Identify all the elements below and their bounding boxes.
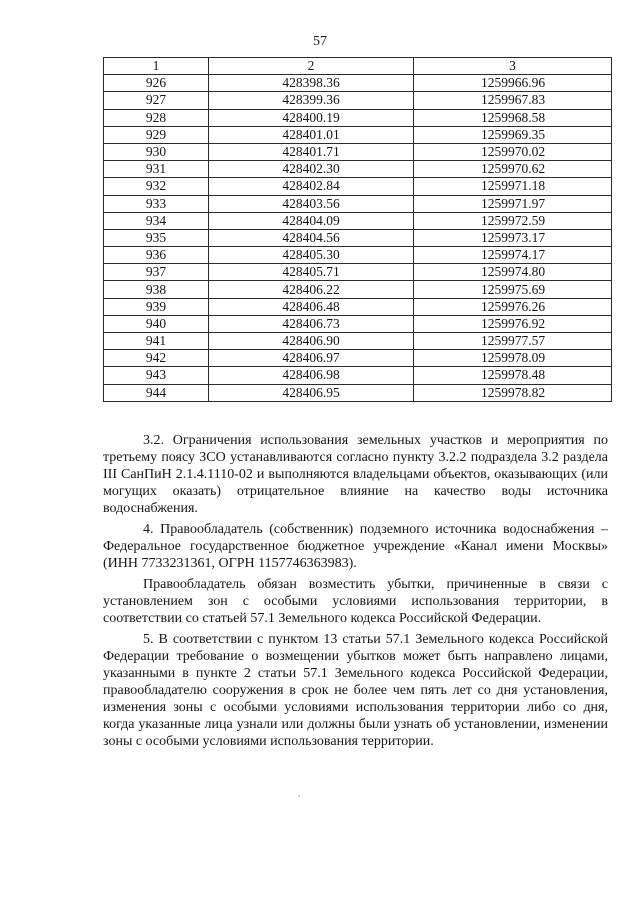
cell-y-coordinate: 1259976.26	[414, 298, 612, 315]
cell-point-number: 940	[104, 315, 209, 332]
cell-x-coordinate: 428401.71	[209, 143, 414, 160]
table-row	[104, 281, 612, 298]
cell-point-number: 929	[104, 126, 209, 143]
cell-point-number: 938	[104, 281, 209, 298]
table-row	[104, 212, 612, 229]
paragraph-5: 5. В соответствии с пунктом 13 статьи 57.1 Земельного кодекса Российской Федерации требование о возмещении убытков может быть направлено лицами, указанными в пункте 2 статьи 57.1 Земельного кодекса Российской Федерации, правообладателю сооружения в срок не более чем пять лет со дня установления, изменения зоны с особыми условиями использования территории либо со дня, когда указанные лица узнали или должны были узнать об установлении, изменении зоны с особыми условиями использования территории.	[103, 632, 608, 749]
cell-point-number: 939	[104, 298, 209, 315]
cell-x-coordinate: 428406.90	[209, 333, 414, 350]
cell-y-coordinate: 1259976.92	[414, 315, 612, 332]
table-row	[104, 109, 612, 126]
table-row	[104, 178, 612, 195]
cell-x-coordinate: 428406.48	[209, 298, 414, 315]
table-row	[104, 143, 612, 160]
cell-x-coordinate: 428402.30	[209, 161, 414, 178]
cell-point-number: 942	[104, 350, 209, 367]
column-header-x: 2	[209, 58, 414, 75]
cell-point-number: 932	[104, 178, 209, 195]
cell-y-coordinate: 1259978.82	[414, 384, 612, 401]
cell-x-coordinate: 428398.36	[209, 75, 414, 92]
table-row	[104, 126, 612, 143]
cell-y-coordinate: 1259967.83	[414, 92, 612, 109]
document-body	[103, 432, 608, 754]
table-row	[104, 247, 612, 264]
cell-point-number: 931	[104, 161, 209, 178]
table-row	[104, 92, 612, 109]
cell-x-coordinate: 428403.56	[209, 195, 414, 212]
cell-x-coordinate: 428404.09	[209, 212, 414, 229]
cell-y-coordinate: 1259970.62	[414, 161, 612, 178]
table-body	[104, 75, 612, 402]
cell-point-number: 934	[104, 212, 209, 229]
table-row	[104, 384, 612, 401]
paragraph-4: 4. Правообладатель (собственник) подземного источника водоснабжения – Федеральное государственное бюджетное учреждение «Канал имени Москвы» (ИНН 7733231361, ОГРН 1157746363983).	[103, 522, 608, 571]
cell-x-coordinate: 428406.95	[209, 384, 414, 401]
table-row	[104, 264, 612, 281]
table-row	[104, 75, 612, 92]
cell-y-coordinate: 1259978.09	[414, 350, 612, 367]
cell-x-coordinate: 428399.36	[209, 92, 414, 109]
cell-y-coordinate: 1259968.58	[414, 109, 612, 126]
cell-y-coordinate: 1259970.02	[414, 143, 612, 160]
table-row	[104, 195, 612, 212]
cell-x-coordinate: 428402.84	[209, 178, 414, 195]
cell-point-number: 927	[104, 92, 209, 109]
table-row	[104, 298, 612, 315]
cell-y-coordinate: 1259977.57	[414, 333, 612, 350]
cell-y-coordinate: 1259978.48	[414, 367, 612, 384]
cell-y-coordinate: 1259971.97	[414, 195, 612, 212]
cell-x-coordinate: 428406.98	[209, 367, 414, 384]
table-row	[104, 229, 612, 246]
cell-y-coordinate: 1259974.80	[414, 264, 612, 281]
cell-x-coordinate: 428405.71	[209, 264, 414, 281]
table-row	[104, 333, 612, 350]
table-row	[104, 367, 612, 384]
table-row	[104, 350, 612, 367]
page-number: 57	[313, 34, 327, 49]
paragraph-3-2: 3.2. Ограничения использования земельных участков и мероприятия по третьему поясу ЗСО устанавливаются согласно пункту 3.2.2 подраздела 3.2 раздела III СанПиН 2.1.4.1110-02 и выполняются владельцами объектов, оказывающих (или могущих оказать) отрицательное влияние на качество воды источника водоснабжения.	[103, 433, 608, 516]
table-row	[104, 161, 612, 178]
cell-x-coordinate: 428406.97	[209, 350, 414, 367]
cell-x-coordinate: 428404.56	[209, 229, 414, 246]
column-header-point: 1	[104, 58, 209, 75]
cell-point-number: 928	[104, 109, 209, 126]
cell-y-coordinate: 1259975.69	[414, 281, 612, 298]
cell-point-number: 935	[104, 229, 209, 246]
cell-x-coordinate: 428405.30	[209, 247, 414, 264]
cell-y-coordinate: 1259971.18	[414, 178, 612, 195]
cell-x-coordinate: 428406.73	[209, 315, 414, 332]
cell-point-number: 937	[104, 264, 209, 281]
cell-point-number: 926	[104, 75, 209, 92]
cell-point-number: 936	[104, 247, 209, 264]
cell-y-coordinate: 1259974.17	[414, 247, 612, 264]
column-header-y: 3	[414, 58, 612, 75]
cell-y-coordinate: 1259972.59	[414, 212, 612, 229]
cell-point-number: 941	[104, 333, 209, 350]
cell-y-coordinate: 1259969.35	[414, 126, 612, 143]
cell-x-coordinate: 428401.01	[209, 126, 414, 143]
scan-speck	[298, 795, 300, 797]
cell-point-number: 944	[104, 384, 209, 401]
table-row	[104, 315, 612, 332]
table-header-row	[104, 58, 612, 75]
coordinates-table	[103, 57, 612, 402]
cell-x-coordinate: 428400.19	[209, 109, 414, 126]
cell-y-coordinate: 1259973.17	[414, 229, 612, 246]
cell-y-coordinate: 1259966.96	[414, 75, 612, 92]
cell-point-number: 943	[104, 367, 209, 384]
cell-point-number: 930	[104, 143, 209, 160]
cell-x-coordinate: 428406.22	[209, 281, 414, 298]
cell-point-number: 933	[104, 195, 209, 212]
paragraph-compensation: Правообладатель обязан возместить убытки, причиненные в связи с установлением зон с особыми условиями использования территории, в соответствии со статьей 57.1 Земельного кодекса Российской Федерации.	[103, 577, 608, 626]
